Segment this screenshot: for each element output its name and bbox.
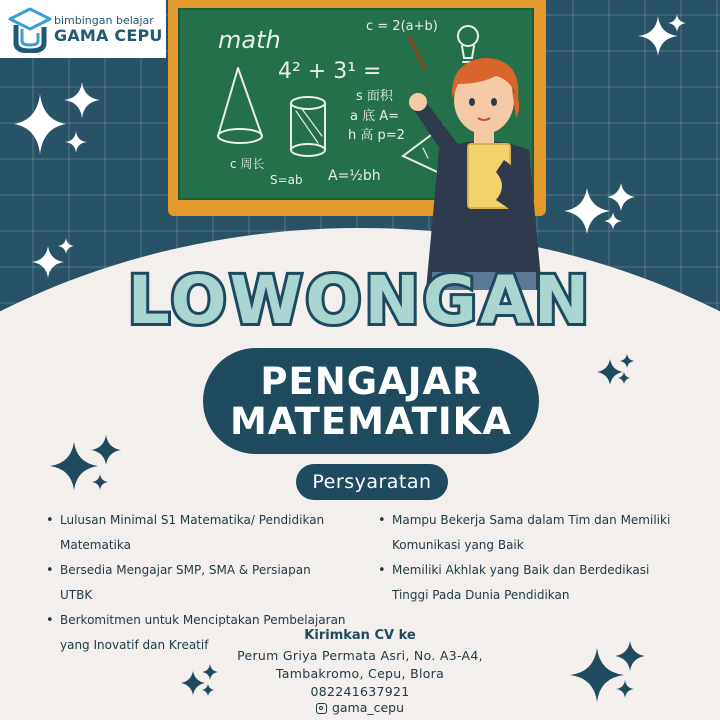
board-math: math (218, 26, 281, 54)
sparkle-icon (58, 238, 74, 254)
graduation-cap-icon (8, 5, 52, 53)
position-line2: MATEMATIKA (230, 400, 512, 443)
sparkle-icon (620, 354, 634, 368)
board-eq4: a 底 A= (350, 109, 400, 124)
sparkle-icon (62, 80, 102, 120)
instagram-handle[interactable] (0, 700, 720, 715)
sparkle-icon (604, 212, 622, 230)
board-eq5: h 高 p=2 (348, 128, 405, 143)
requirement-item: • Berkomitmen untuk Menciptakan Pembelajaran yang Inovatif dan Kreatif (46, 608, 346, 658)
sparkle-icon (668, 14, 686, 32)
logo-name: GAMA CEPU (54, 26, 163, 45)
sparkle-icon (606, 182, 636, 212)
instagram-text: gama_cepu (331, 700, 405, 715)
teacher-illustration (384, 40, 584, 290)
board-eq8: A=½bh (328, 168, 381, 184)
logo (0, 0, 166, 58)
board-eq6: c 周长 (230, 157, 265, 171)
sparkle-icon (618, 372, 630, 384)
requirement-item: • Bersedia Mengajar SMP, SMA & Persiapan UTBK (46, 558, 346, 608)
requirement-item: • Memiliki Akhlak yang Baik dan Berdedikasi Tinggi Pada Dunia Pendidikan (378, 558, 678, 608)
board-eq2: 4² + 3¹ = (278, 59, 382, 84)
contact-title: Kirimkan CV ke (304, 628, 416, 643)
requirement-item: • Lulusan Minimal S1 Matematika/ Pendidikan Matematika (46, 508, 346, 558)
contact-address1: Perum Griya Permata Asri, No. A3-A4, (237, 648, 483, 663)
board-eq7: S=ab (270, 173, 303, 187)
contact-phone: 082241637921 (310, 684, 410, 699)
instagram-icon (316, 703, 327, 714)
requirements-title: Persyaratan (296, 464, 448, 500)
sparkle-icon (90, 434, 122, 466)
board-eq1: c = 2(a+b) (366, 19, 438, 34)
sparkle-icon (92, 474, 108, 490)
requirement-item: • Mampu Bekerja Sama dalam Tim dan Memiliki Komunikasi yang Baik (378, 508, 678, 558)
position-line1: PENGAJAR (260, 360, 482, 403)
sparkle-icon (64, 130, 88, 154)
headline-text: LOWONGAN (127, 262, 593, 339)
board-eq3: s 面积 (356, 89, 393, 104)
requirements-right (378, 508, 678, 608)
contact-address2: Tambakromo, Cepu, Blora (275, 666, 445, 681)
headline (0, 262, 720, 339)
logo-tagline: bimbingan belajar (54, 14, 154, 27)
